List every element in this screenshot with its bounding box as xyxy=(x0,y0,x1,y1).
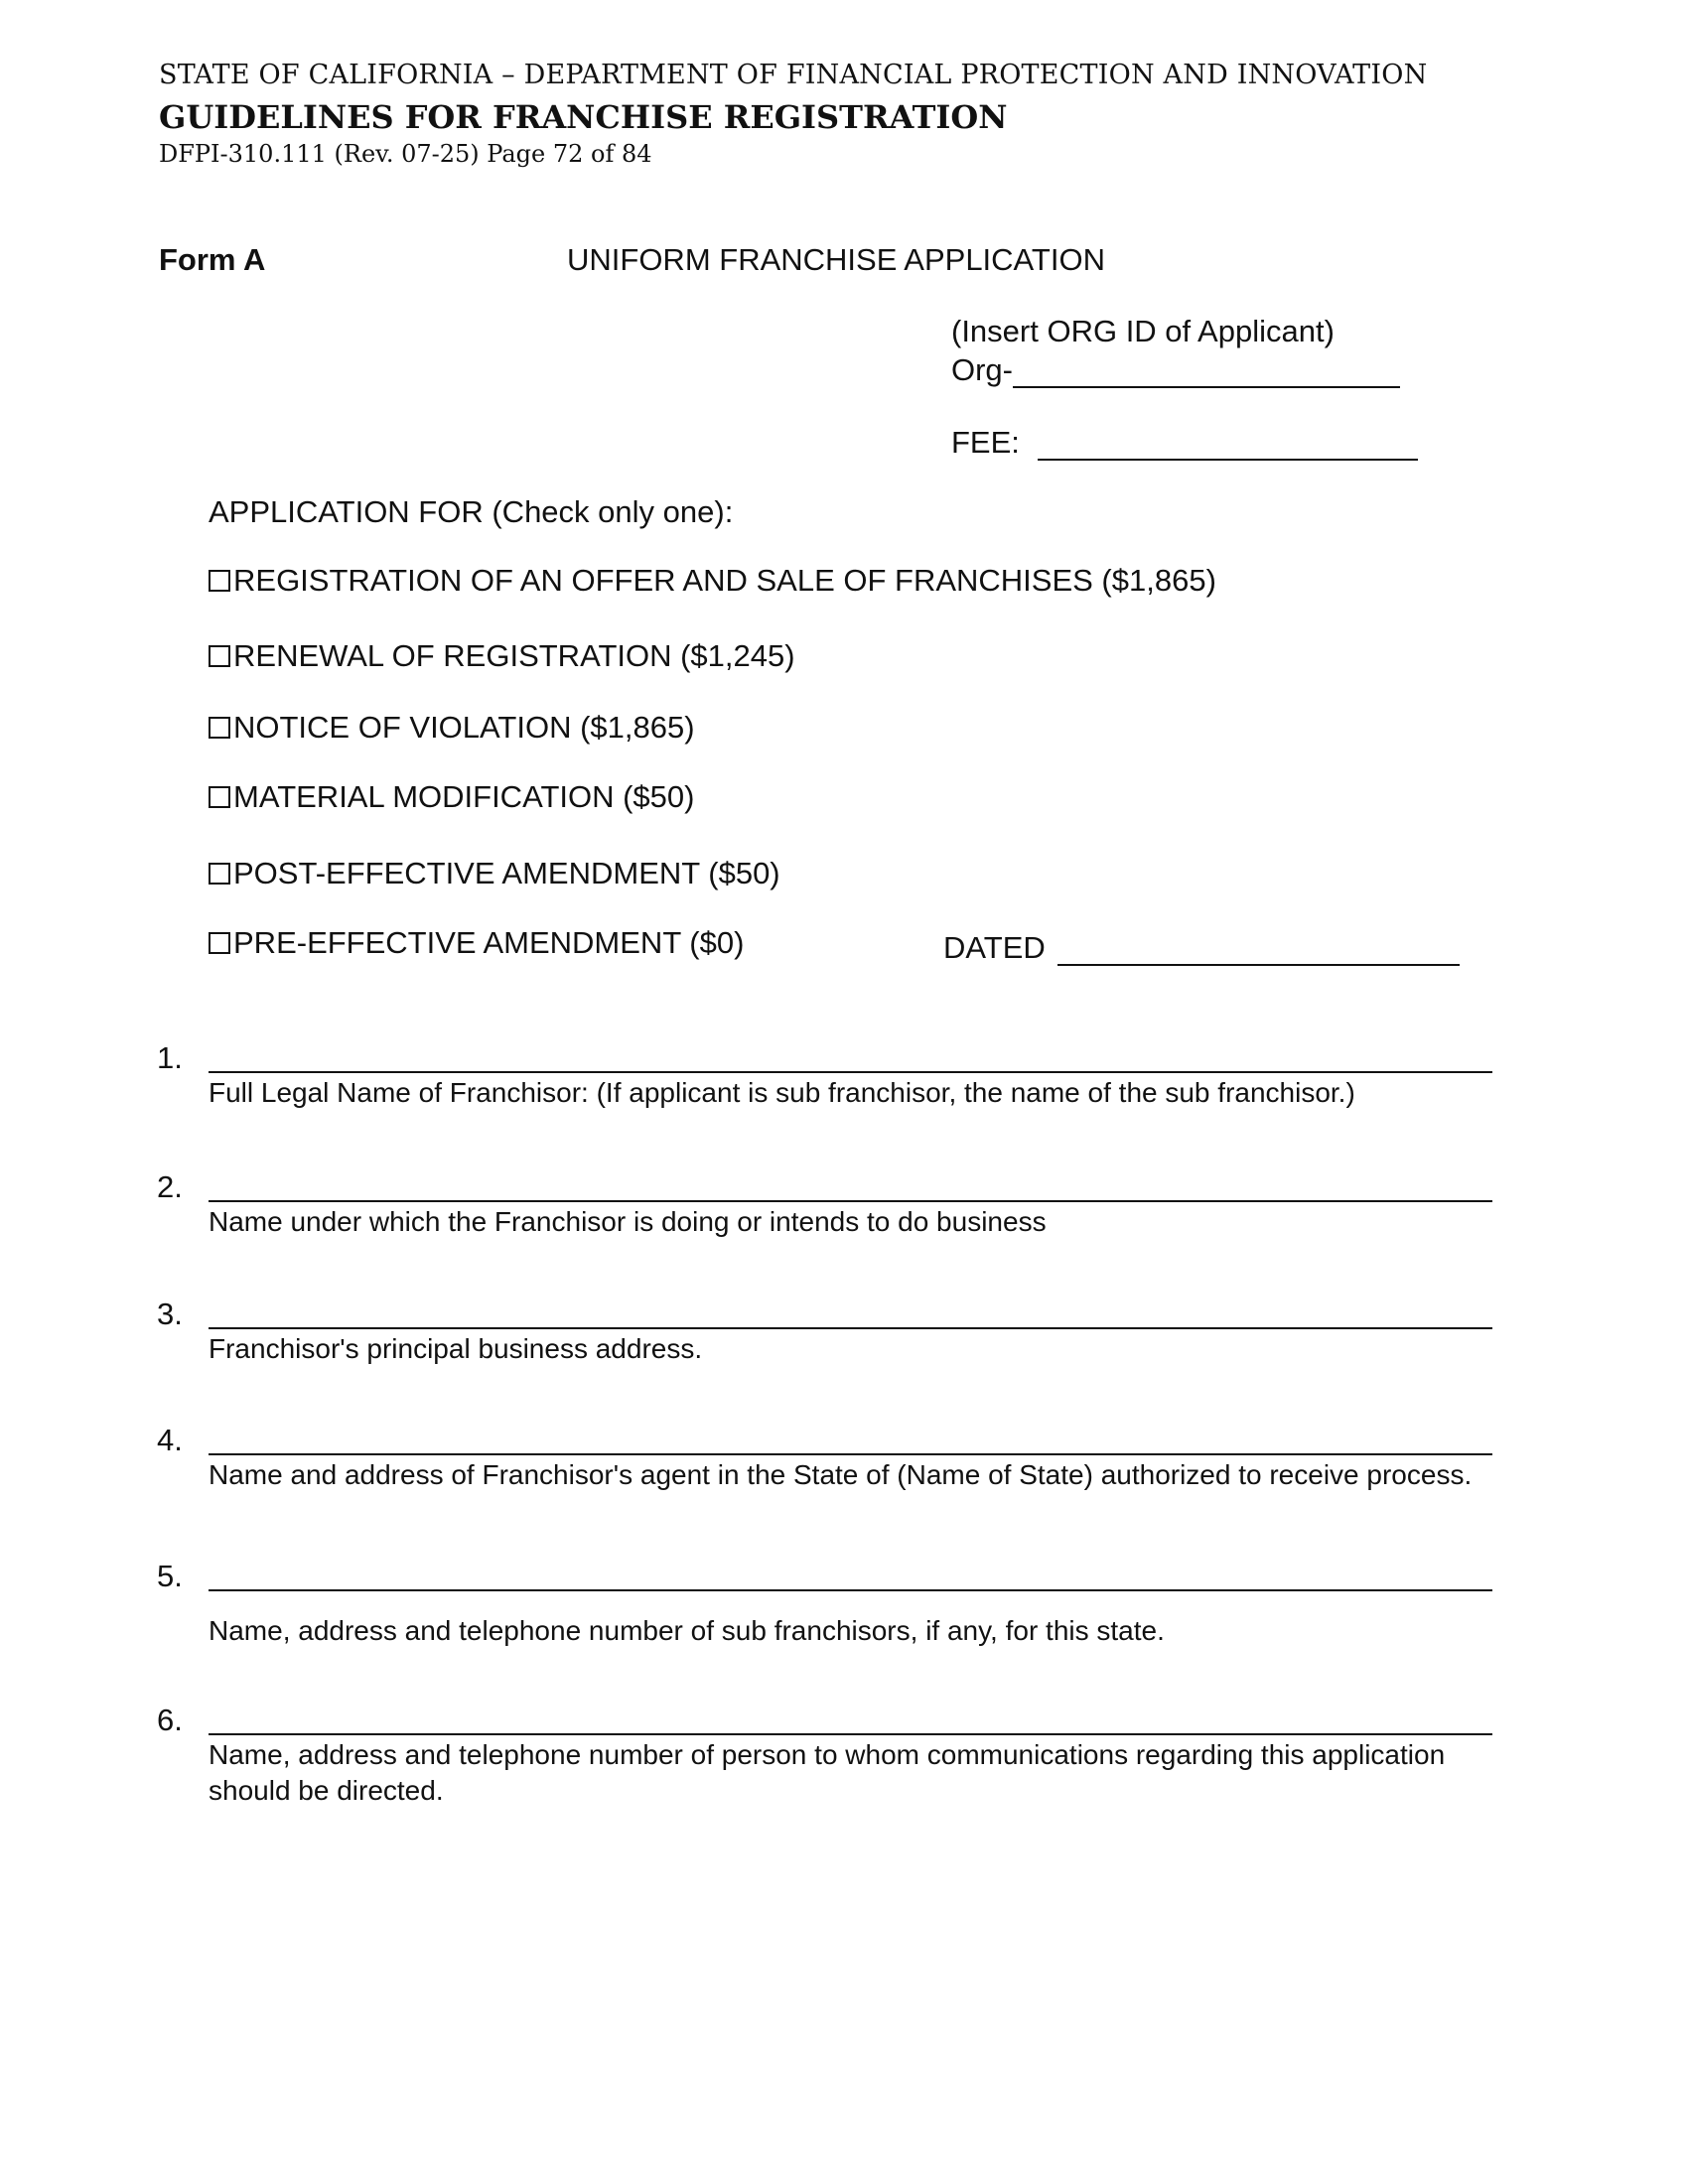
option-post-effective-amendment[interactable] xyxy=(209,856,780,891)
checkbox-icon[interactable] xyxy=(209,645,230,667)
item-4-caption: Name and address of Franchisor's agent in the State of (Name of State) authorized to receive process. xyxy=(209,1459,1473,1490)
item-number: 4. xyxy=(157,1423,183,1457)
option-registration[interactable] xyxy=(209,563,1216,599)
item-number: 1. xyxy=(157,1040,183,1075)
fee-label: FEE: xyxy=(951,425,1020,460)
agency-header: STATE OF CALIFORNIA – DEPARTMENT OF FINANCIAL PROTECTION AND INNOVATION xyxy=(159,60,1428,90)
document-title: GUIDELINES FOR FRANCHISE REGISTRATION xyxy=(159,98,1008,136)
item-number: 6. xyxy=(157,1703,183,1737)
item-5-field[interactable] xyxy=(209,1589,1492,1591)
item-6-field[interactable] xyxy=(209,1733,1492,1735)
item-4-field[interactable] xyxy=(209,1453,1492,1455)
option-notice-of-violation[interactable] xyxy=(209,710,695,746)
item-1-caption: Full Legal Name of Franchisor: (If applicant is sub franchisor, the name of the sub franchisor.) xyxy=(209,1077,1355,1108)
checkbox-icon[interactable] xyxy=(209,932,230,954)
option-label: REGISTRATION OF AN OFFER AND SALE OF FRANCHISES ($1,865) xyxy=(233,563,1216,598)
checkbox-icon[interactable] xyxy=(209,717,230,739)
item-number: 2. xyxy=(157,1169,183,1204)
org-id-row xyxy=(951,352,1400,388)
option-material-modification[interactable] xyxy=(209,779,694,815)
dated-field[interactable] xyxy=(1057,934,1460,966)
option-label: POST-EFFECTIVE AMENDMENT ($50) xyxy=(233,856,780,890)
option-label: MATERIAL MODIFICATION ($50) xyxy=(233,779,695,814)
fee-field[interactable] xyxy=(1038,429,1418,461)
fee-row xyxy=(951,425,1418,461)
option-label: NOTICE OF VIOLATION ($1,865) xyxy=(233,710,695,745)
item-number: 3. xyxy=(157,1297,183,1331)
item-3-field[interactable] xyxy=(209,1327,1492,1329)
item-2-field[interactable] xyxy=(209,1200,1492,1202)
form-label: Form A xyxy=(159,242,266,277)
item-2-caption: Name under which the Franchisor is doing or intends to do business xyxy=(209,1206,1047,1237)
org-id-prefix: Org- xyxy=(951,352,1013,387)
application-for-label: APPLICATION FOR (Check only one): xyxy=(209,494,734,529)
item-number: 5. xyxy=(157,1559,183,1593)
option-renewal[interactable] xyxy=(209,638,795,674)
option-pre-effective-amendment[interactable] xyxy=(209,925,744,961)
item-5-caption: Name, address and telephone number of sub franchisors, if any, for this state. xyxy=(209,1615,1165,1646)
form-page-info: DFPI-310.111 (Rev. 07-25) Page 72 of 84 xyxy=(159,140,652,168)
dated-row xyxy=(943,930,1460,966)
form-title: UNIFORM FRANCHISE APPLICATION xyxy=(567,242,1105,277)
org-id-field[interactable] xyxy=(1013,356,1400,388)
checkbox-icon[interactable] xyxy=(209,786,230,808)
org-id-hint: (Insert ORG ID of Applicant) xyxy=(951,314,1335,348)
option-label: PRE-EFFECTIVE AMENDMENT ($0) xyxy=(233,925,745,960)
item-1-field[interactable] xyxy=(209,1071,1492,1073)
checkbox-icon[interactable] xyxy=(209,570,230,592)
dated-label: DATED xyxy=(943,930,1046,965)
item-3-caption: Franchisor's principal business address. xyxy=(209,1333,703,1364)
option-label: RENEWAL OF REGISTRATION ($1,245) xyxy=(233,638,795,673)
checkbox-icon[interactable] xyxy=(209,863,230,885)
item-6-caption: Name, address and telephone number of person to whom communications regarding this application should be directed. xyxy=(209,1739,1446,1806)
